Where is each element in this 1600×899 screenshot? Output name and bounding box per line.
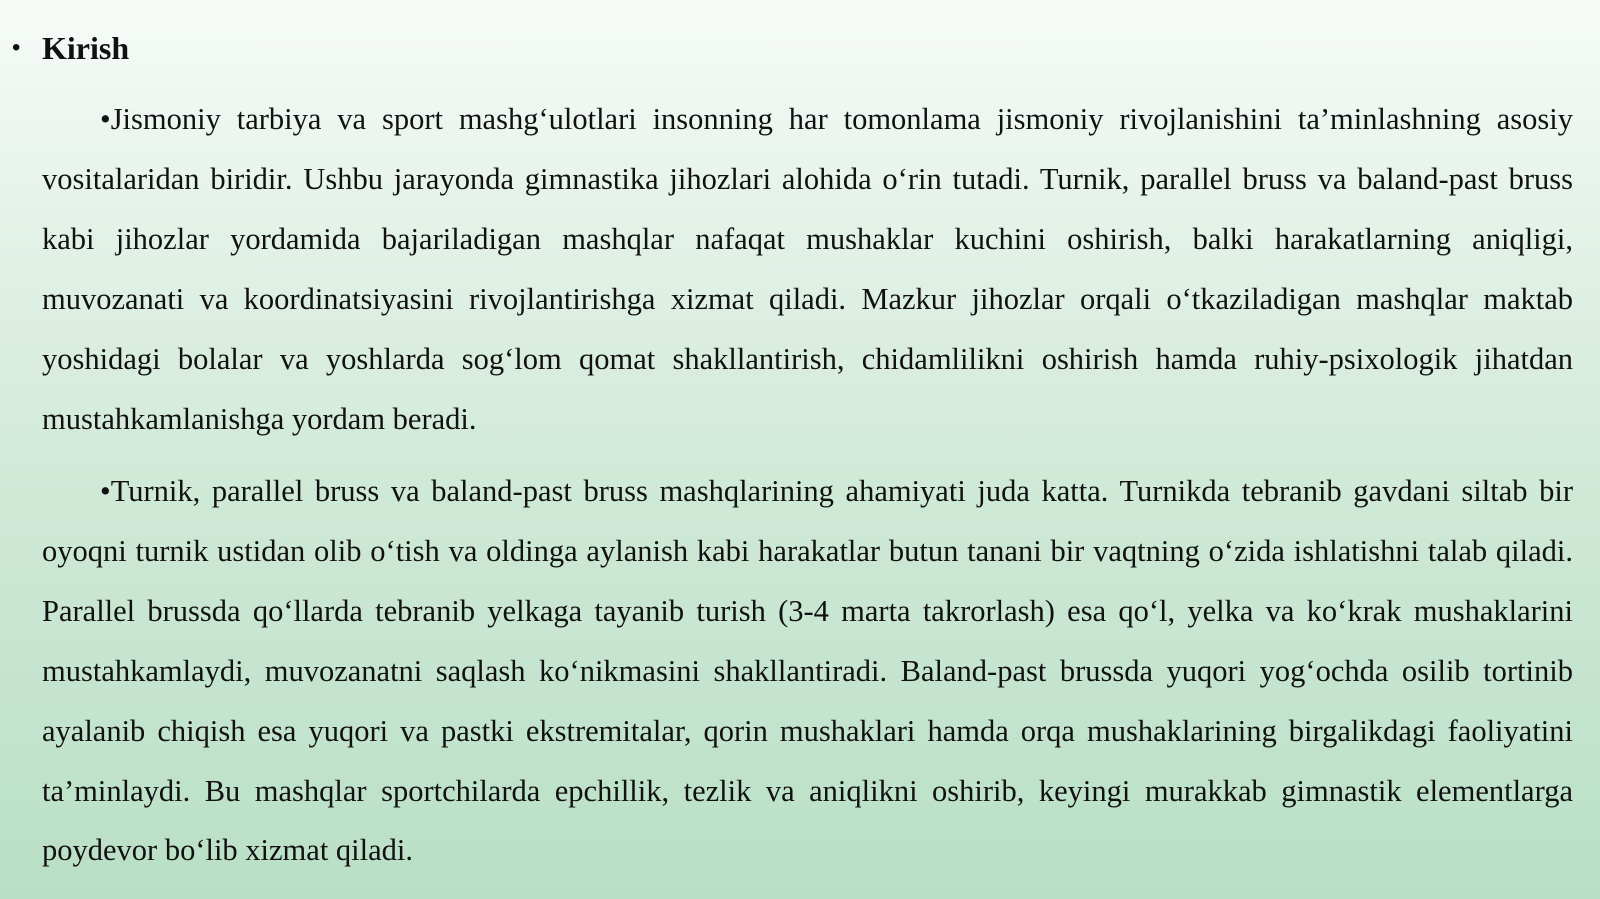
section-heading [12, 26, 129, 70]
section-title: Kirish [42, 30, 130, 66]
paragraph-2-bullet-icon: • [100, 474, 111, 508]
paragraph-2 [42, 462, 1573, 881]
paragraph-1 [42, 90, 1573, 449]
paragraph-2-text: Turnik, parallel bruss va baland-past bruss mashqlarining ahamiyati juda katta. Turnikda tebranib gavdani siltab bir oyoqni turnik ustidan olib o‘tish va oldinga aylanish kabi harakatlar butun tanani bir vaqtning o‘zida ishlatishni talab qiladi. Parallel brussda qo‘llarda tebranib yelkaga tayanib turish (3-4 marta takrorlash) esa qo‘l, yelka va ko‘krak mushaklarini mustahkamlaydi, muvozanatni saqlash ko‘nikmasini shakllantiradi. Baland-past brussda yuqori yog‘ochda osilib tortinib ayalanib chiqish esa yuqori va pastki ekstremitalar, qorin mushaklari hamda orqa mushaklarining birgalikdagi faoliyatini ta’minlaydi. Bu mashqlar sportchilarda epchillik, tezlik va aniqlikni oshirib, keyingi murakkab gimnastik elementlarga poydevor bo‘lib xizmat qiladi. [42, 474, 1573, 868]
heading-bullet-icon: • [12, 34, 21, 61]
paragraph-1-text: Jismoniy tarbiya va sport mashg‘ulotlari insonning har tomonlama jismoniy rivojlanishini ta’minlashning asosiy vositalaridan biridir. Ushbu jarayonda gimnastika jihozlari alohida o‘rin tutadi. Turnik, parallel bruss va baland-past bruss kabi jihozlar yordamida bajariladigan mashqlar nafaqat mushaklar kuchini oshirish, balki harakatlarning aniqligi, muvozanati va koordinatsiyasini rivojlantirishga xizmat qiladi. Mazkur jihozlar orqali o‘tkaziladigan mashqlar maktab yoshidagi bolalar va yoshlarda sog‘lom qomat shakllantirish, chidamlilikni oshirish hamda ruhiy-psixologik jihatdan mustahkamlanishga yordam beradi. [42, 102, 1573, 436]
paragraph-1-bullet-icon: • [100, 102, 111, 136]
